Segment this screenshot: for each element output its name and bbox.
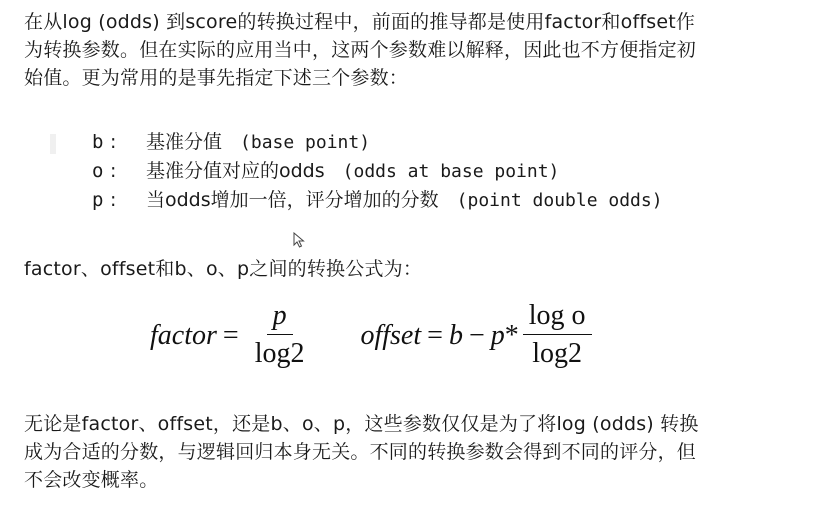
parameter-english: (point double odds) [456,190,663,211]
intro-line: 始值。更为常用的是事先指定下述三个参数： [24,67,409,89]
fraction-numerator: p [267,300,293,335]
parameter-description: 基准分值 [146,131,223,153]
parameter-separator: : [110,131,117,153]
offset-formula [360,300,595,371]
conclusion-line: 不会改变概率。 [24,469,159,491]
parameter-item-o [92,157,663,186]
fraction-denominator: log2 [254,338,305,369]
parameter-description: 基准分值对应的odds [146,160,325,182]
mouse-pointer-icon [293,232,305,248]
formula-lhs: offset [360,319,422,351]
intro-line: 在从log (odds) 到score的转换过程中，前面的推导都是使用factor和offset作 [24,11,696,33]
relation-text: factor、offset和b、o、p之间的转换公式为： [24,258,423,280]
parameter-key: p [92,189,104,211]
parameter-list [92,128,663,215]
parameter-description: 当odds增加一倍，评分增加的分数 [146,189,439,211]
conclusion-line: 成为合适的分数，与逻辑回归本身无关。不同的转换参数会得到不同的评分，但 [24,441,697,463]
formula-var-b: b [448,319,463,351]
formula-minus: − [468,319,485,351]
parameter-item-b [92,128,663,157]
parameter-english: (base point) [240,132,371,153]
formula-block [150,300,596,371]
parameter-item-p [92,186,663,215]
parameter-english: (odds at base point) [342,161,560,182]
parameter-separator: : [110,160,117,182]
conclusion-line: 无论是factor、offset，还是b、o、p，这些参数仅仅是为了将log (odds) 转换 [24,413,699,435]
scan-artifact [50,134,56,154]
formula-equals: = [427,319,443,351]
formula-fraction [523,300,592,371]
intro-line: 为转换参数。但在实际的应用当中，这两个参数难以解释，因此也不方便指定初 [24,39,697,61]
formula-var-p: p [490,319,505,351]
fraction-denominator: log2 [532,338,583,369]
fraction-numerator: log o [523,300,592,335]
conclusion-paragraph [24,410,814,494]
relation-paragraph [24,255,814,283]
intro-paragraph [24,8,814,92]
factor-formula [150,300,314,371]
parameter-key: o [92,160,104,182]
parameter-separator: : [110,189,117,211]
formula-times: * [504,319,519,351]
formula-lhs: factor [150,319,217,351]
parameter-key: b [92,131,104,153]
formula-fraction [249,300,311,371]
formula-equals: = [222,319,239,351]
